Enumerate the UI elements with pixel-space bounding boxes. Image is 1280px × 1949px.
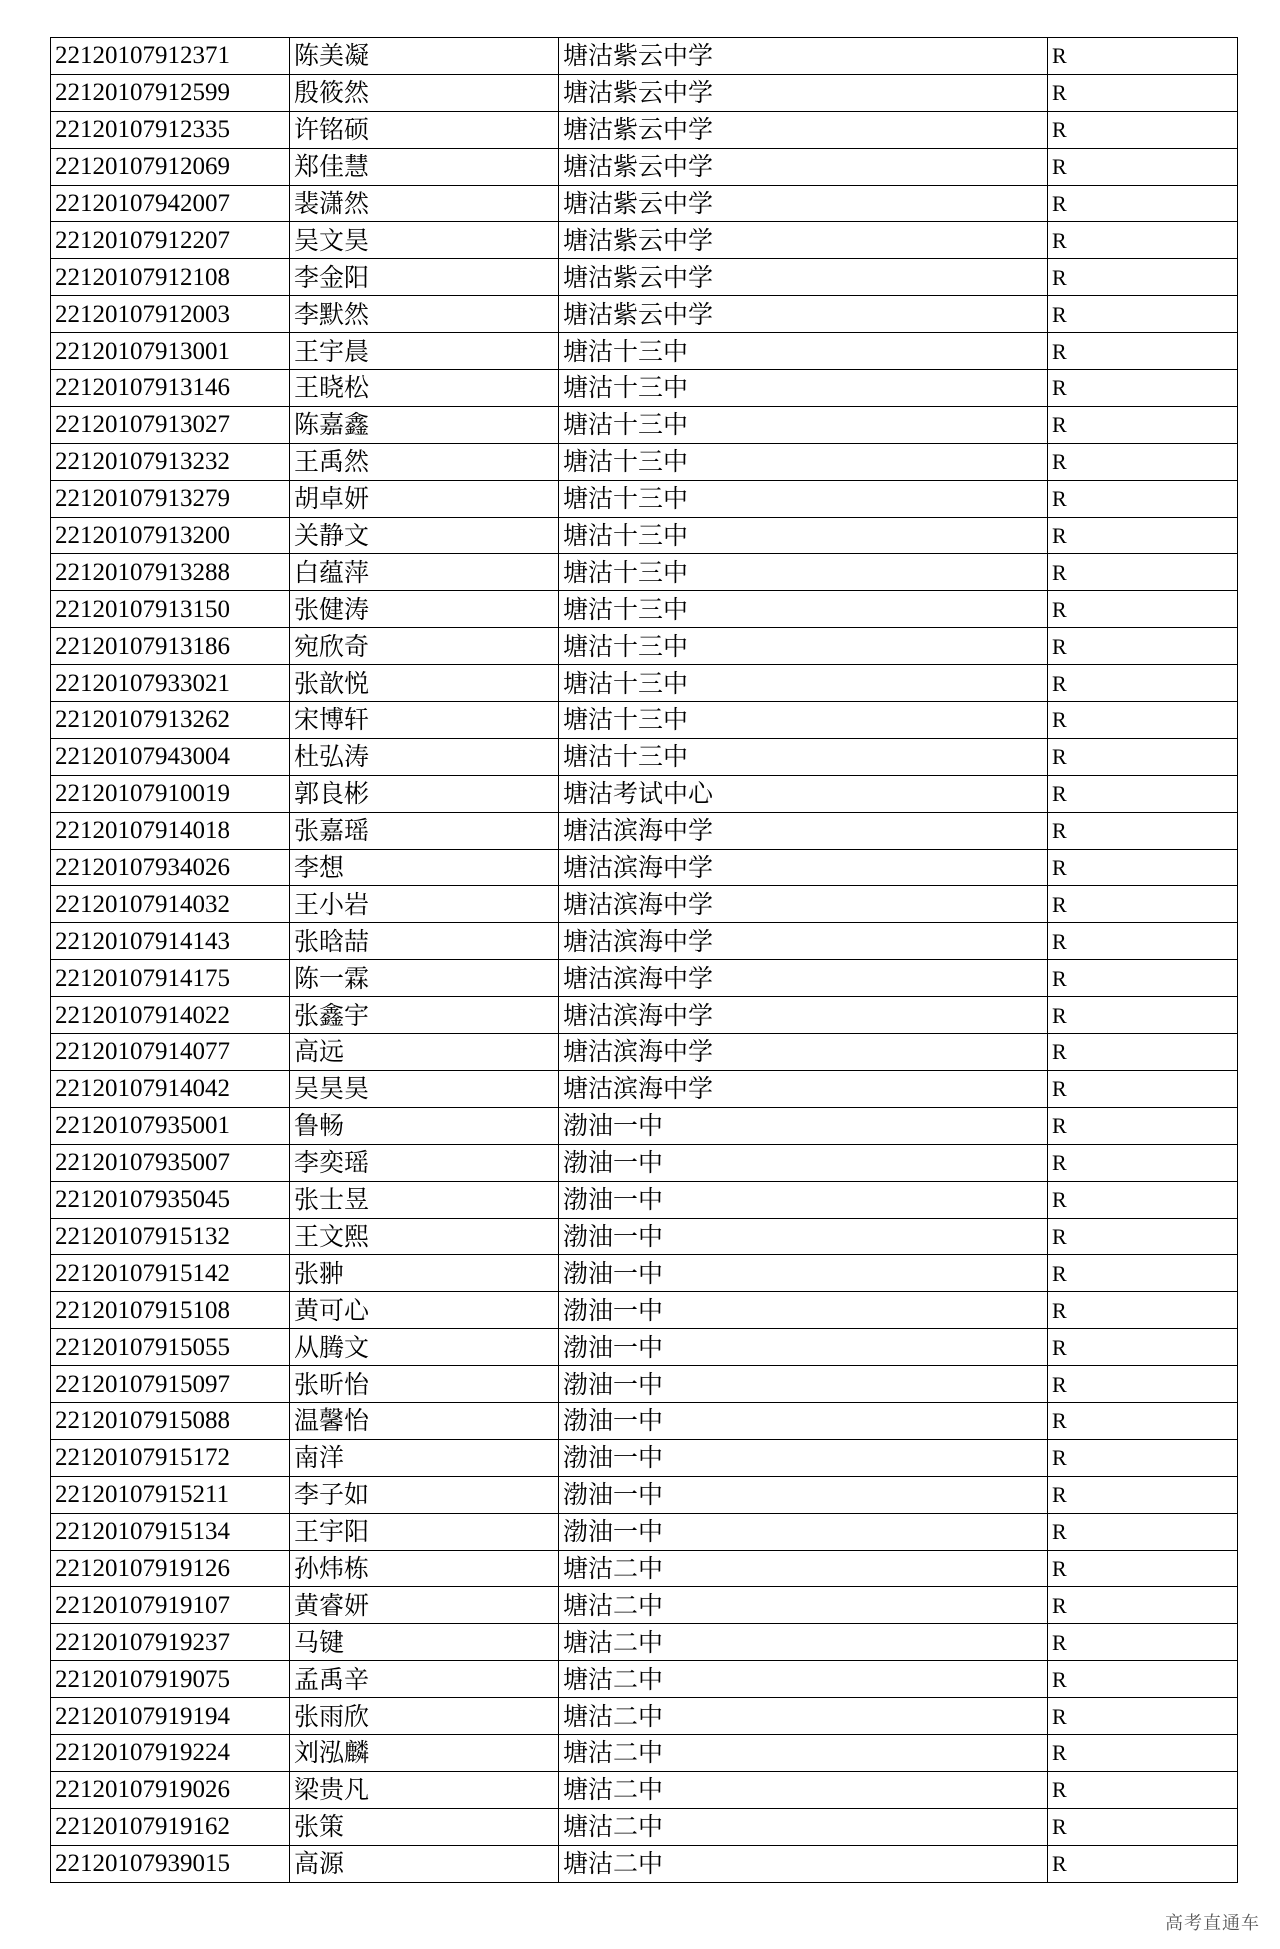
- student-name-cell: 梁贵凡: [290, 1771, 559, 1808]
- school-name-cell: 塘沽二中: [559, 1771, 1048, 1808]
- student-name-cell: 关静文: [290, 517, 559, 554]
- student-name-cell: 白蕴萍: [290, 554, 559, 591]
- admission-number-cell: 22120107912335: [51, 111, 290, 148]
- school-name-cell: 塘沽十三中: [559, 517, 1048, 554]
- school-name-cell: 塘沽十三中: [559, 554, 1048, 591]
- school-name-cell: 塘沽紫云中学: [559, 148, 1048, 185]
- table-row: [51, 628, 1238, 665]
- admission-number-cell: 22120107915211: [51, 1476, 290, 1513]
- status-mark-cell: R: [1048, 296, 1238, 333]
- table-row: [51, 775, 1238, 812]
- table-row: [51, 185, 1238, 222]
- table-row: [51, 1070, 1238, 1107]
- table-row: [51, 812, 1238, 849]
- admission-number-cell: 22120107933021: [51, 665, 290, 702]
- table-row: [51, 443, 1238, 480]
- school-name-cell: 渤油一中: [559, 1181, 1048, 1218]
- admission-number-cell: 22120107914077: [51, 1034, 290, 1071]
- student-name-cell: 张策: [290, 1808, 559, 1845]
- admission-number-cell: 22120107913279: [51, 480, 290, 517]
- student-name-cell: 王宇晨: [290, 333, 559, 370]
- student-name-cell: 王禹然: [290, 443, 559, 480]
- status-mark-cell: R: [1048, 1550, 1238, 1587]
- admission-number-cell: 22120107913288: [51, 554, 290, 591]
- status-mark-cell: R: [1048, 591, 1238, 628]
- status-mark-cell: R: [1048, 74, 1238, 111]
- admission-number-cell: 22120107912207: [51, 222, 290, 259]
- admission-number-cell: 22120107935045: [51, 1181, 290, 1218]
- student-name-cell: 温馨怡: [290, 1402, 559, 1439]
- status-mark-cell: R: [1048, 1513, 1238, 1550]
- admission-number-cell: 22120107915172: [51, 1439, 290, 1476]
- status-mark-cell: R: [1048, 1624, 1238, 1661]
- student-name-cell: 张昕怡: [290, 1366, 559, 1403]
- status-mark-cell: R: [1048, 923, 1238, 960]
- student-name-cell: 李想: [290, 849, 559, 886]
- student-name-cell: 宋博轩: [290, 702, 559, 739]
- admission-number-cell: 22120107919075: [51, 1661, 290, 1698]
- admission-number-cell: 22120107913262: [51, 702, 290, 739]
- admission-number-cell: 22120107913146: [51, 370, 290, 407]
- table-row: [51, 1587, 1238, 1624]
- status-mark-cell: R: [1048, 185, 1238, 222]
- status-mark-cell: R: [1048, 1698, 1238, 1735]
- admission-number-cell: 22120107935001: [51, 1107, 290, 1144]
- status-mark-cell: R: [1048, 1771, 1238, 1808]
- table-row: [51, 1661, 1238, 1698]
- admission-number-cell: 22120107919162: [51, 1808, 290, 1845]
- student-name-cell: 张晗喆: [290, 923, 559, 960]
- status-mark-cell: R: [1048, 1181, 1238, 1218]
- admission-number-cell: 22120107914018: [51, 812, 290, 849]
- table-row: [51, 370, 1238, 407]
- school-name-cell: 塘沽滨海中学: [559, 1070, 1048, 1107]
- table-row: [51, 148, 1238, 185]
- table-row: [51, 1402, 1238, 1439]
- status-mark-cell: R: [1048, 1329, 1238, 1366]
- student-name-cell: 鲁畅: [290, 1107, 559, 1144]
- student-name-cell: 陈美凝: [290, 38, 559, 75]
- school-name-cell: 塘沽滨海中学: [559, 923, 1048, 960]
- school-name-cell: 塘沽二中: [559, 1734, 1048, 1771]
- table-row: [51, 1845, 1238, 1882]
- student-name-cell: 张鑫宇: [290, 997, 559, 1034]
- student-name-cell: 李默然: [290, 296, 559, 333]
- admission-number-cell: 22120107919107: [51, 1587, 290, 1624]
- status-mark-cell: R: [1048, 38, 1238, 75]
- school-name-cell: 塘沽十三中: [559, 702, 1048, 739]
- status-mark-cell: R: [1048, 1439, 1238, 1476]
- student-name-cell: 裴潇然: [290, 185, 559, 222]
- student-name-cell: 高远: [290, 1034, 559, 1071]
- student-name-cell: 胡卓妍: [290, 480, 559, 517]
- table-row: [51, 1366, 1238, 1403]
- table-row: [51, 480, 1238, 517]
- status-mark-cell: R: [1048, 886, 1238, 923]
- status-mark-cell: R: [1048, 1144, 1238, 1181]
- student-name-cell: 王小岩: [290, 886, 559, 923]
- school-name-cell: 塘沽二中: [559, 1808, 1048, 1845]
- school-name-cell: 渤油一中: [559, 1144, 1048, 1181]
- school-name-cell: 塘沽紫云中学: [559, 111, 1048, 148]
- status-mark-cell: R: [1048, 1107, 1238, 1144]
- school-name-cell: 塘沽紫云中学: [559, 74, 1048, 111]
- admission-number-cell: 22120107915134: [51, 1513, 290, 1550]
- status-mark-cell: R: [1048, 406, 1238, 443]
- status-mark-cell: R: [1048, 1034, 1238, 1071]
- school-name-cell: 塘沽十三中: [559, 628, 1048, 665]
- admission-number-cell: 22120107910019: [51, 775, 290, 812]
- admission-number-cell: 22120107915097: [51, 1366, 290, 1403]
- table-row: [51, 591, 1238, 628]
- table-row: [51, 1181, 1238, 1218]
- status-mark-cell: R: [1048, 554, 1238, 591]
- table-row: [51, 1107, 1238, 1144]
- admission-number-cell: 22120107912599: [51, 74, 290, 111]
- admission-number-cell: 22120107913001: [51, 333, 290, 370]
- student-name-cell: 从腾文: [290, 1329, 559, 1366]
- admission-number-cell: 22120107934026: [51, 849, 290, 886]
- table-row: [51, 923, 1238, 960]
- status-mark-cell: R: [1048, 1218, 1238, 1255]
- student-name-cell: 高源: [290, 1845, 559, 1882]
- student-name-cell: 马键: [290, 1624, 559, 1661]
- admission-number-cell: 22120107919126: [51, 1550, 290, 1587]
- status-mark-cell: R: [1048, 702, 1238, 739]
- table-row: [51, 1808, 1238, 1845]
- table-row: [51, 1698, 1238, 1735]
- admission-number-cell: 22120107919026: [51, 1771, 290, 1808]
- student-name-cell: 王晓松: [290, 370, 559, 407]
- table-row: [51, 1476, 1238, 1513]
- student-name-cell: 孟禹辛: [290, 1661, 559, 1698]
- status-mark-cell: R: [1048, 1366, 1238, 1403]
- school-name-cell: 渤油一中: [559, 1439, 1048, 1476]
- status-mark-cell: R: [1048, 812, 1238, 849]
- student-name-cell: 南洋: [290, 1439, 559, 1476]
- status-mark-cell: R: [1048, 148, 1238, 185]
- student-name-cell: 许铭硕: [290, 111, 559, 148]
- school-name-cell: 塘沽十三中: [559, 406, 1048, 443]
- admission-number-cell: 22120107919237: [51, 1624, 290, 1661]
- table-row: [51, 1329, 1238, 1366]
- student-name-cell: 殷筱然: [290, 74, 559, 111]
- admission-number-cell: 22120107913200: [51, 517, 290, 554]
- status-mark-cell: R: [1048, 1292, 1238, 1329]
- student-name-cell: 陈嘉鑫: [290, 406, 559, 443]
- admission-number-cell: 22120107912371: [51, 38, 290, 75]
- admission-number-cell: 22120107919194: [51, 1698, 290, 1735]
- watermark-text: 高考直通车: [1165, 1913, 1260, 1934]
- admission-number-cell: 22120107914143: [51, 923, 290, 960]
- status-mark-cell: R: [1048, 111, 1238, 148]
- school-name-cell: 塘沽二中: [559, 1550, 1048, 1587]
- table-row: [51, 333, 1238, 370]
- admission-number-cell: 22120107913150: [51, 591, 290, 628]
- admission-number-cell: 22120107913027: [51, 406, 290, 443]
- student-name-cell: 李奕瑶: [290, 1144, 559, 1181]
- status-mark-cell: R: [1048, 1661, 1238, 1698]
- school-name-cell: 渤油一中: [559, 1292, 1048, 1329]
- school-name-cell: 塘沽滨海中学: [559, 849, 1048, 886]
- table-row: [51, 1624, 1238, 1661]
- school-name-cell: 塘沽十三中: [559, 370, 1048, 407]
- table-row: [51, 296, 1238, 333]
- school-name-cell: 塘沽紫云中学: [559, 296, 1048, 333]
- results-table: [50, 37, 1238, 1883]
- table-row: [51, 259, 1238, 296]
- student-name-cell: 孙炜栋: [290, 1550, 559, 1587]
- status-mark-cell: R: [1048, 222, 1238, 259]
- table-row: [51, 1255, 1238, 1292]
- school-name-cell: 塘沽滨海中学: [559, 812, 1048, 849]
- school-name-cell: 渤油一中: [559, 1402, 1048, 1439]
- student-name-cell: 陈一霖: [290, 960, 559, 997]
- status-mark-cell: R: [1048, 333, 1238, 370]
- school-name-cell: 塘沽二中: [559, 1845, 1048, 1882]
- school-name-cell: 塘沽滨海中学: [559, 960, 1048, 997]
- school-name-cell: 塘沽二中: [559, 1698, 1048, 1735]
- table-row: [51, 849, 1238, 886]
- table-row: [51, 1734, 1238, 1771]
- status-mark-cell: R: [1048, 480, 1238, 517]
- student-name-cell: 王宇阳: [290, 1513, 559, 1550]
- school-name-cell: 渤油一中: [559, 1218, 1048, 1255]
- admission-number-cell: 22120107914032: [51, 886, 290, 923]
- student-name-cell: 宛欣奇: [290, 628, 559, 665]
- school-name-cell: 渤油一中: [559, 1513, 1048, 1550]
- student-name-cell: 吴昊昊: [290, 1070, 559, 1107]
- results-table-body: [51, 38, 1238, 1883]
- table-row: [51, 702, 1238, 739]
- admission-number-cell: 22120107935007: [51, 1144, 290, 1181]
- student-name-cell: 张健涛: [290, 591, 559, 628]
- table-row: [51, 1292, 1238, 1329]
- table-row: [51, 74, 1238, 111]
- student-name-cell: 张嘉瑶: [290, 812, 559, 849]
- status-mark-cell: R: [1048, 1845, 1238, 1882]
- student-name-cell: 郭良彬: [290, 775, 559, 812]
- admission-number-cell: 22120107913232: [51, 443, 290, 480]
- status-mark-cell: R: [1048, 628, 1238, 665]
- school-name-cell: 塘沽十三中: [559, 738, 1048, 775]
- admission-number-cell: 22120107915132: [51, 1218, 290, 1255]
- school-name-cell: 渤油一中: [559, 1366, 1048, 1403]
- admission-number-cell: 22120107914022: [51, 997, 290, 1034]
- admission-number-cell: 22120107913186: [51, 628, 290, 665]
- school-name-cell: 塘沽二中: [559, 1587, 1048, 1624]
- student-name-cell: 张歆悦: [290, 665, 559, 702]
- admission-number-cell: 22120107939015: [51, 1845, 290, 1882]
- admission-number-cell: 22120107914042: [51, 1070, 290, 1107]
- status-mark-cell: R: [1048, 665, 1238, 702]
- status-mark-cell: R: [1048, 849, 1238, 886]
- status-mark-cell: R: [1048, 960, 1238, 997]
- table-row: [51, 1218, 1238, 1255]
- status-mark-cell: R: [1048, 738, 1238, 775]
- admission-number-cell: 22120107943004: [51, 738, 290, 775]
- student-name-cell: 张翀: [290, 1255, 559, 1292]
- student-name-cell: 李金阳: [290, 259, 559, 296]
- table-row: [51, 406, 1238, 443]
- table-row: [51, 1513, 1238, 1550]
- student-name-cell: 王文熙: [290, 1218, 559, 1255]
- school-name-cell: 渤油一中: [559, 1107, 1048, 1144]
- status-mark-cell: R: [1048, 259, 1238, 296]
- table-row: [51, 1144, 1238, 1181]
- admission-number-cell: 22120107912069: [51, 148, 290, 185]
- admission-number-cell: 22120107915088: [51, 1402, 290, 1439]
- school-name-cell: 渤油一中: [559, 1329, 1048, 1366]
- table-row: [51, 111, 1238, 148]
- status-mark-cell: R: [1048, 1808, 1238, 1845]
- school-name-cell: 渤油一中: [559, 1476, 1048, 1513]
- school-name-cell: 塘沽滨海中学: [559, 1034, 1048, 1071]
- admission-number-cell: 22120107915055: [51, 1329, 290, 1366]
- school-name-cell: 塘沽二中: [559, 1661, 1048, 1698]
- status-mark-cell: R: [1048, 775, 1238, 812]
- school-name-cell: 塘沽十三中: [559, 333, 1048, 370]
- student-name-cell: 吴文昊: [290, 222, 559, 259]
- admission-number-cell: 22120107915108: [51, 1292, 290, 1329]
- status-mark-cell: R: [1048, 1734, 1238, 1771]
- school-name-cell: 塘沽紫云中学: [559, 185, 1048, 222]
- student-name-cell: 张雨欣: [290, 1698, 559, 1735]
- school-name-cell: 塘沽紫云中学: [559, 222, 1048, 259]
- status-mark-cell: R: [1048, 1476, 1238, 1513]
- school-name-cell: 塘沽十三中: [559, 480, 1048, 517]
- student-name-cell: 杜弘涛: [290, 738, 559, 775]
- student-name-cell: 黄可心: [290, 1292, 559, 1329]
- status-mark-cell: R: [1048, 1070, 1238, 1107]
- status-mark-cell: R: [1048, 1255, 1238, 1292]
- admission-number-cell: 22120107914175: [51, 960, 290, 997]
- table-row: [51, 222, 1238, 259]
- status-mark-cell: R: [1048, 1402, 1238, 1439]
- table-row: [51, 738, 1238, 775]
- school-name-cell: 塘沽紫云中学: [559, 259, 1048, 296]
- school-name-cell: 塘沽紫云中学: [559, 38, 1048, 75]
- admission-number-cell: 22120107912108: [51, 259, 290, 296]
- school-name-cell: 塘沽十三中: [559, 443, 1048, 480]
- student-name-cell: 黄睿妍: [290, 1587, 559, 1624]
- status-mark-cell: R: [1048, 517, 1238, 554]
- table-row: [51, 38, 1238, 75]
- school-name-cell: 渤油一中: [559, 1255, 1048, 1292]
- table-row: [51, 1550, 1238, 1587]
- table-row: [51, 997, 1238, 1034]
- school-name-cell: 塘沽十三中: [559, 591, 1048, 628]
- school-name-cell: 塘沽考试中心: [559, 775, 1048, 812]
- table-row: [51, 886, 1238, 923]
- table-row: [51, 960, 1238, 997]
- status-mark-cell: R: [1048, 997, 1238, 1034]
- table-row: [51, 554, 1238, 591]
- admission-number-cell: 22120107915142: [51, 1255, 290, 1292]
- admission-number-cell: 22120107912003: [51, 296, 290, 333]
- admission-number-cell: 22120107942007: [51, 185, 290, 222]
- admission-number-cell: 22120107919224: [51, 1734, 290, 1771]
- status-mark-cell: R: [1048, 370, 1238, 407]
- student-name-cell: 李子如: [290, 1476, 559, 1513]
- student-name-cell: 张士昱: [290, 1181, 559, 1218]
- table-row: [51, 665, 1238, 702]
- status-mark-cell: R: [1048, 443, 1238, 480]
- table-row: [51, 1439, 1238, 1476]
- school-name-cell: 塘沽滨海中学: [559, 886, 1048, 923]
- student-name-cell: 郑佳慧: [290, 148, 559, 185]
- student-name-cell: 刘泓麟: [290, 1734, 559, 1771]
- school-name-cell: 塘沽滨海中学: [559, 997, 1048, 1034]
- table-row: [51, 1771, 1238, 1808]
- school-name-cell: 塘沽十三中: [559, 665, 1048, 702]
- status-mark-cell: R: [1048, 1587, 1238, 1624]
- school-name-cell: 塘沽二中: [559, 1624, 1048, 1661]
- table-row: [51, 1034, 1238, 1071]
- table-row: [51, 517, 1238, 554]
